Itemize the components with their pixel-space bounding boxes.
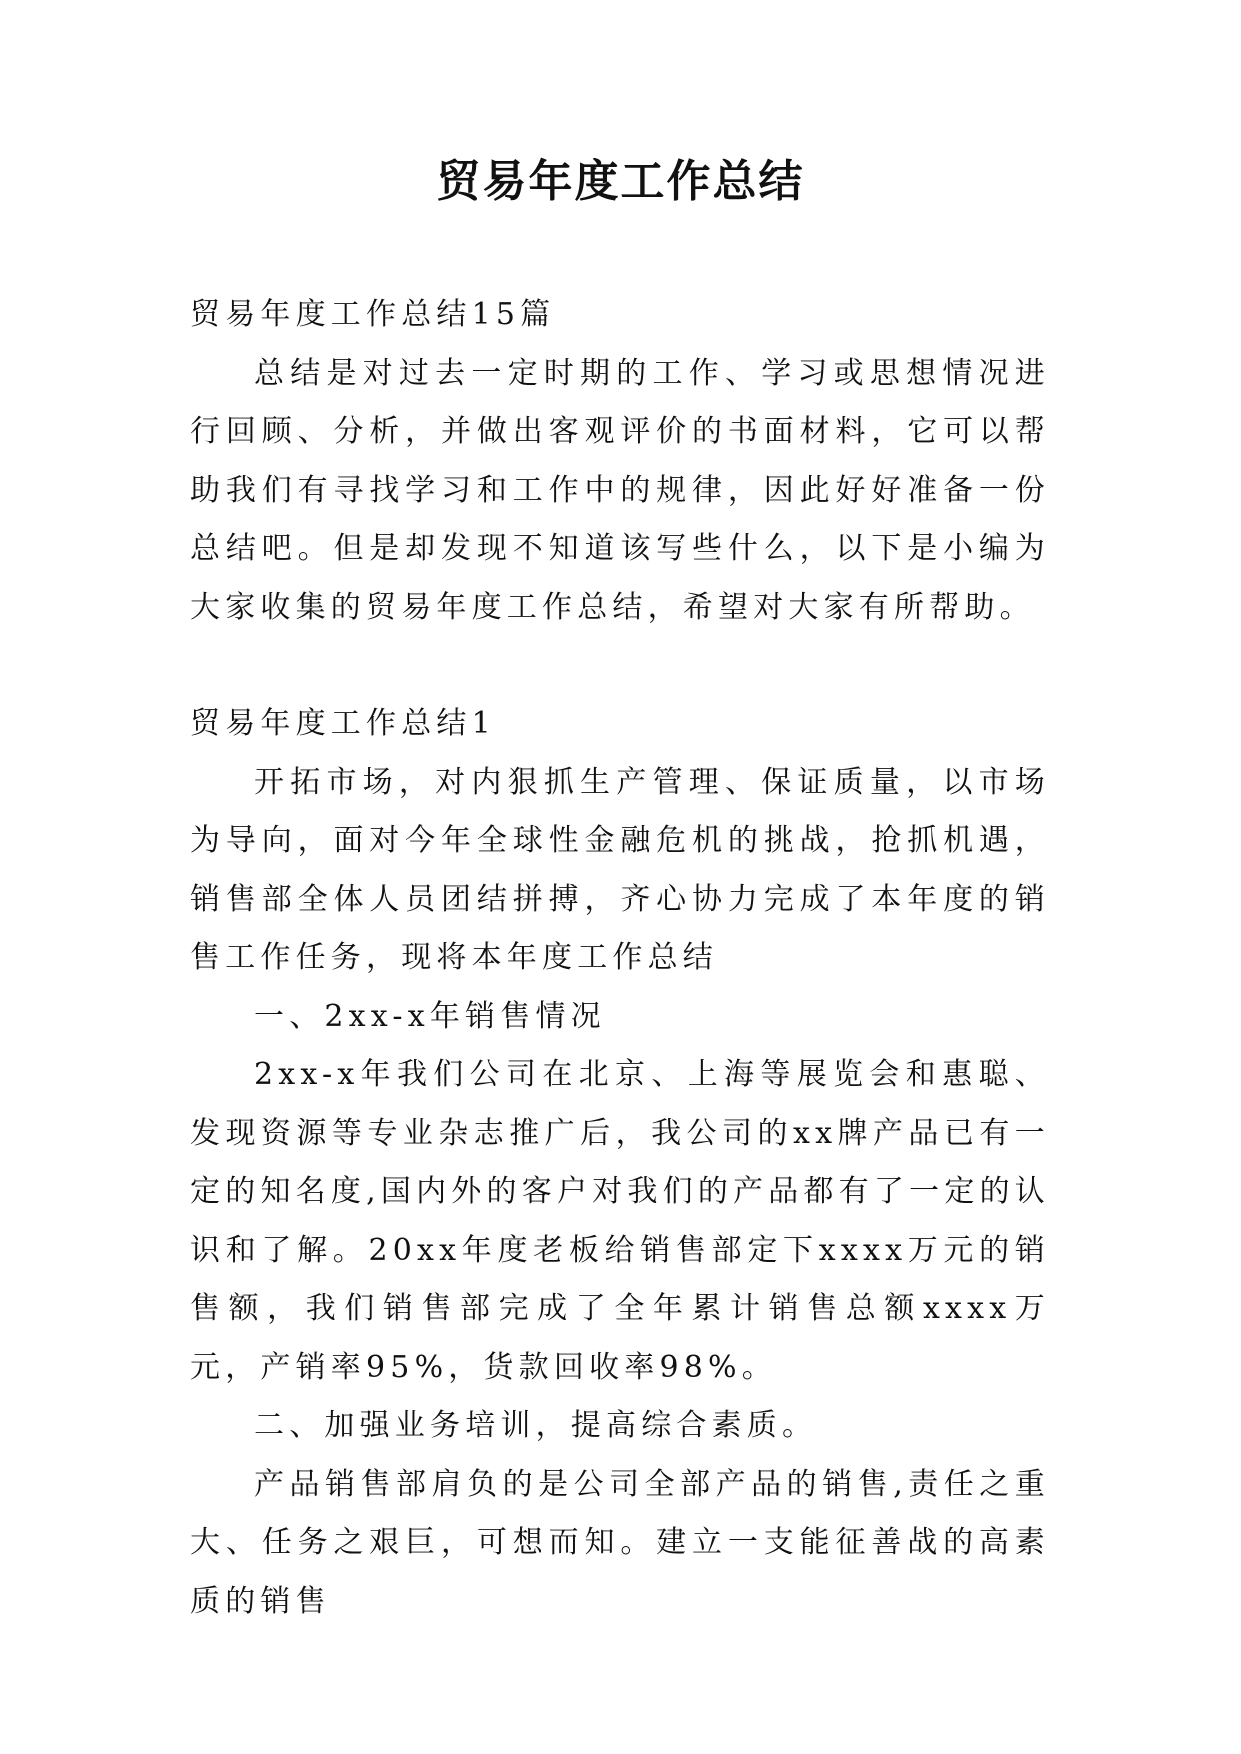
point-body-training: 产品销售部肩负的是公司全部产品的销售,责任之重大、任务之艰巨，可想而知。建立一支能征善战的高素质的销售 <box>190 1466 1050 1619</box>
document-title: 贸易年度工作总结 <box>436 156 805 207</box>
intro-paragraph: 总结是对过去一定时期的工作、学习或思想情况进行回顾、分析，并做出客观评价的书面材料，它可以帮助我们有寻找学习和工作中的规律，因此好好准备一份总结吧。但是却发现不知道该写些什么，以下是小编为大家收集的贸易年度工作总结，希望对大家有所帮助。 <box>190 355 1050 625</box>
point-heading-training: 二、加强业务培训，提高综合素质。 <box>254 1408 818 1443</box>
section-paragraph: 开拓市场，对内狠抓生产管理、保证质量，以市场为导向，面对今年全球性金融危机的挑战，抢抓机遇，销售部全体人员团结拼搏，齐心协力完成了本年度的销售工作任务，现将本年度工作总结 <box>190 764 1050 975</box>
point-body-sales: 2xx-x年我们公司在北京、上海等展览会和惠聪、发现资源等专业杂志推广后，我公司的xx牌产品已有一定的知名度,国内外的客户对我们的产品都有了一定的认识和了解。20xx年度老板给销售部定下xxxx万元的销售额，我们销售部完成了全年累计销售总额xxxx万元，产销率95%，货款回收率98%。 <box>190 1057 1050 1385</box>
point-heading-sales: 一、2xx-x年销售情况 <box>254 998 606 1034</box>
document-body <box>190 286 1050 1631</box>
document-subtitle: 贸易年度工作总结15篇 <box>190 297 556 332</box>
section-heading: 贸易年度工作总结1 <box>190 706 496 741</box>
